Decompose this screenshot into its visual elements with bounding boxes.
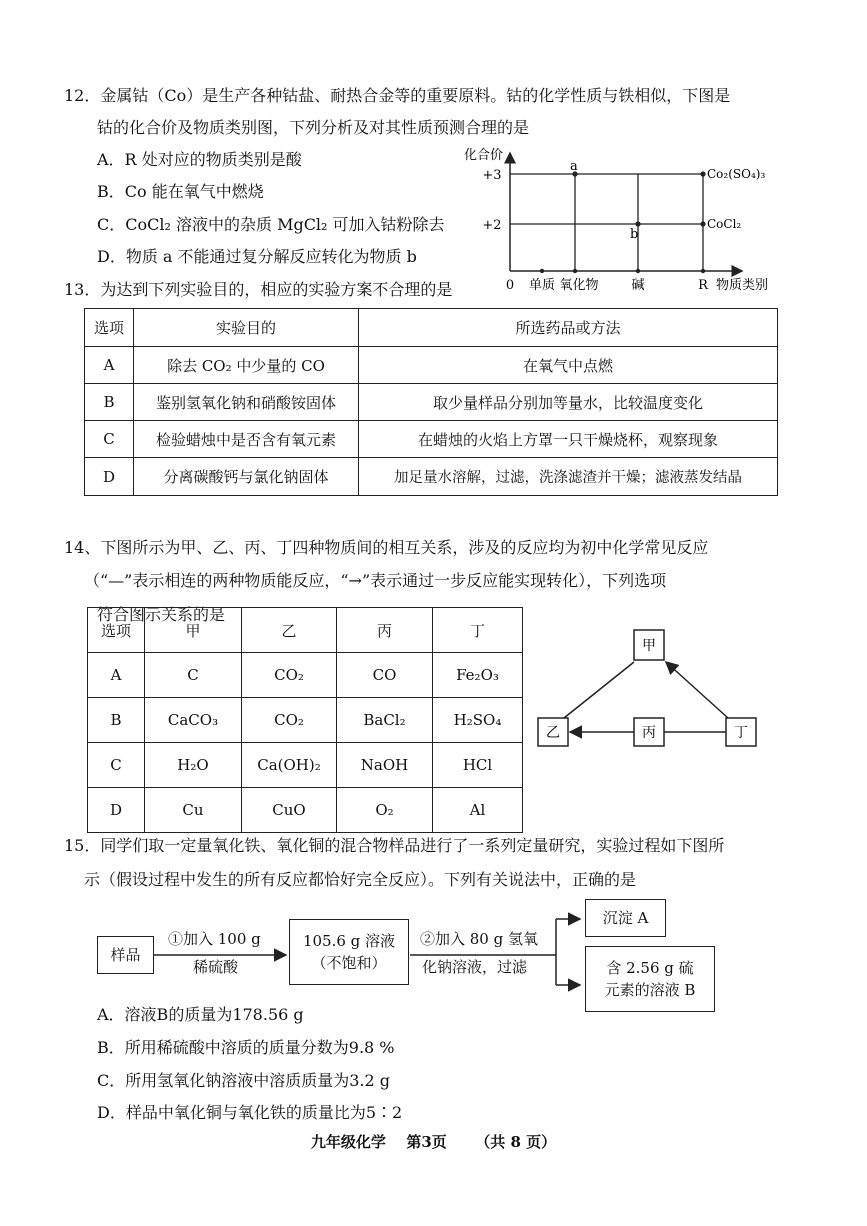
flow-step1-top: ①加入 100 g [168,930,261,948]
cell: C [85,421,134,458]
chart-tick-base [636,269,640,273]
cell: HCl [433,743,523,788]
valence-category-chart [460,143,780,295]
chart-xtick-oxide: 氧化物 [559,278,599,293]
cell: CO₂ [242,698,337,743]
q12-stem-line1: 12．金属钴（Co）是生产各种钴盐、耐热合金等的重要原料。钴的化学性质与铁相似，下图是 [64,86,731,105]
q14-table [87,607,523,833]
footer-subject: 九年级化学 [310,1133,386,1151]
flow-step1-bottom: 稀硫酸 [193,958,239,976]
chart-xtick-element: 单质 [528,278,556,293]
chart-xlabel: 物质类别 [715,278,769,293]
chart-label-co2so43: Co₂(SO₄)₃ [707,167,766,181]
cell: 在氧气中点燃 [359,347,778,384]
table-row [85,347,778,384]
edge-yi-jia [564,662,634,718]
q13-stem: 13．为达到下列实验目的，相应的实验方案不合理的是 [64,280,453,299]
q15-option-d: D．样品中氧化铜与氧化铁的质量比为5∶2 [97,1103,403,1122]
cell: A [88,653,145,698]
q12-stem-line2: 钴的化合价及物质类别图，下列分析及对其性质预测合理的是 [97,118,530,137]
chart-label-cocl2: CoCl₂ [707,217,742,231]
q15-stem-line1: 15．同学们取一定量氧化铁、氧化铜的混合物样品进行了一系列定量研究，实验过程如下图所 [64,836,725,855]
cell: O₂ [337,788,433,833]
table-row [85,421,778,458]
header-cell: 所选药品或方法 [359,309,778,347]
q13-table [84,308,778,496]
header-cell: 丁 [433,608,523,653]
header-cell: 甲 [145,608,242,653]
footer-page: 第3页 [406,1133,447,1151]
flow-step2-top: ②加入 80 g 氢氧 [420,930,538,948]
chart-point-co2so43 [700,171,705,176]
cell: Fe₂O₃ [433,653,523,698]
cell: CaCO₃ [145,698,242,743]
cell: C [88,743,145,788]
table-row [88,653,523,698]
footer-total: （共 8 页） [475,1133,557,1151]
chart-ytick-plus3: +3 [482,168,502,183]
cell: Al [433,788,523,833]
cell: Ca(OH)₂ [242,743,337,788]
q12-option-c: C．CoCl₂ 溶液中的杂质 MgCl₂ 可加入钴粉除去 [97,215,445,234]
header-cell: 实验目的 [134,309,359,347]
flow-precip-a-box: 沉淀 A [585,899,666,937]
flow-step2-bottom: 化钠溶液，过滤 [422,958,528,976]
chart-point-cocl2 [700,221,705,226]
cell: D [88,788,145,833]
flow-solution-b-top: 含 2.56 g 硫 [606,959,694,977]
cell: H₂O [145,743,242,788]
q15-option-b: B．所用稀硫酸中溶质的质量分数为9.8 % [97,1038,395,1057]
chart-label-b: b [630,227,639,242]
table-row [88,698,523,743]
edge-ding-to-jia [666,662,728,718]
cell: 取少量样品分别加等量水，比较温度变化 [359,384,778,421]
flow-solution-bottom: （不饱和） [311,954,387,972]
table-header-row [88,608,523,653]
cell: 加足量水溶解，过滤，洗涤滤渣并干燥；滤液蒸发结晶 [359,458,778,496]
cell: BaCl₂ [337,698,433,743]
cell: 鉴别氢氧化钠和硝酸铵固体 [134,384,359,421]
table-row [85,458,778,496]
q14-stem-line1: 14、下图所示为甲、乙、丙、丁四种物质间的相互关系，涉及的反应均为初中化学常见反应 [64,538,709,557]
q14-relation-diagram [530,620,770,760]
node-yi-label: 乙 [546,725,560,741]
q14-stem-line3: 符合图示关系的是 [97,605,226,624]
cell: 在蜡烛的火焰上方罩一只干燥烧杯，观察现象 [359,421,778,458]
chart-ytick-plus2: +2 [482,218,502,233]
node-ding-label: 丁 [734,725,748,741]
node-jia-label: 甲 [642,638,656,654]
chart-tick-oxide [573,269,577,273]
cell: NaOH [337,743,433,788]
table-row [88,743,523,788]
flow-solution-box [289,919,409,985]
cell: H₂SO₄ [433,698,523,743]
table-row [88,788,523,833]
cell: D [85,458,134,496]
chart-xorigin: 0 [505,278,515,293]
flow-solution-b-box [585,946,715,1012]
chart-xtick-base: 碱 [631,278,645,293]
q15-option-a: A．溶液B的质量为178.56 g [97,1005,304,1024]
cell: 分离碳酸钙与氯化钠固体 [134,458,359,496]
q12-option-b: B．Co 能在氧气中燃烧 [97,182,264,201]
header-cell: 选项 [88,608,145,653]
chart-tick-element [540,269,544,273]
chart-point-b [635,221,640,226]
cell: 检验蜡烛中是否含有氧元素 [134,421,359,458]
chart-label-a: a [570,159,578,174]
chart-xtick-r: R [698,278,708,293]
q15-option-c: C．所用氢氧化钠溶液中溶质质量为3.2 g [97,1071,391,1090]
header-cell: 选项 [85,309,134,347]
node-bing-label: 丙 [642,725,656,741]
q12-option-a: A．R 处对应的物质类别是酸 [97,150,302,169]
q12-option-d: D．物质 a 不能通过复分解反应转化为物质 b [97,247,417,266]
flow-sample-box: 样品 [97,936,154,974]
q15-stem-line2: 示（假设过程中发生的所有反应都恰好完全反应）。下列有关说法中，正确的是 [84,870,637,889]
cell: Cu [145,788,242,833]
cell: A [85,347,134,384]
chart-tick-r [701,269,705,273]
cell: CO₂ [242,653,337,698]
cell: C [145,653,242,698]
flow-solution-top: 105.6 g 溶液 [302,932,396,950]
flow-solution-b-bottom: 元素的溶液 B [604,981,696,999]
page-footer [0,1131,867,1152]
table-row [85,384,778,421]
cell: 除去 CO₂ 中少量的 CO [134,347,359,384]
chart-ylabel: 化合价 [464,148,504,163]
header-cell: 乙 [242,608,337,653]
cell: B [85,384,134,421]
cell: B [88,698,145,743]
cell: CO [337,653,433,698]
table-header-row [85,309,778,347]
header-cell: 丙 [337,608,433,653]
cell: CuO [242,788,337,833]
q14-stem-line2: （“—”表示相连的两种物质能反应，“→”表示通过一步反应能实现转化），下列选项 [84,571,667,590]
